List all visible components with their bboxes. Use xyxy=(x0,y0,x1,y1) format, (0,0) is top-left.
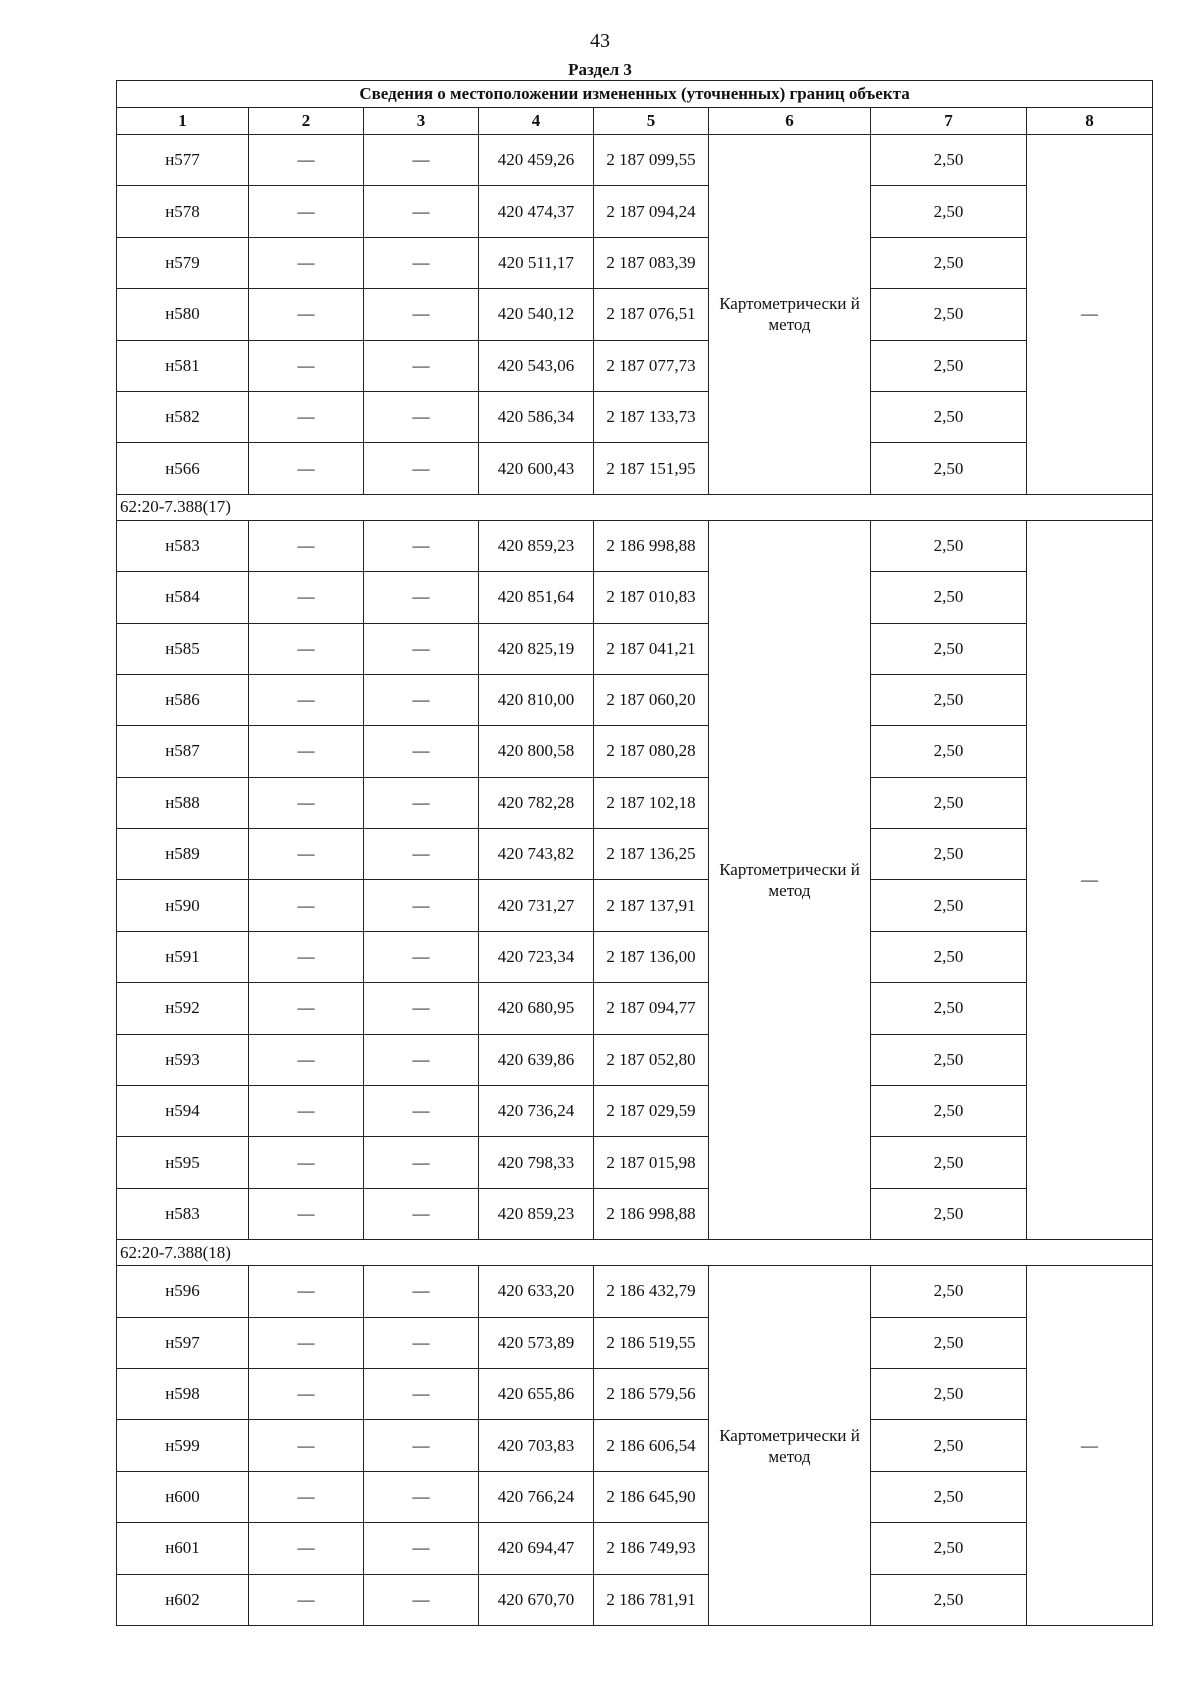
column-3-cell: — xyxy=(364,931,479,982)
point-id-cell: н581 xyxy=(117,340,249,391)
column-2-cell: — xyxy=(249,983,364,1034)
point-id-cell: н586 xyxy=(117,674,249,725)
column-2-cell: — xyxy=(249,1034,364,1085)
accuracy-cell: 2,50 xyxy=(871,289,1027,340)
table-row xyxy=(117,623,1153,674)
accuracy-cell: 2,50 xyxy=(871,340,1027,391)
y-coordinate-cell: 2 187 060,20 xyxy=(594,674,709,725)
y-coordinate-cell: 2 186 645,90 xyxy=(594,1471,709,1522)
accuracy-cell: 2,50 xyxy=(871,520,1027,571)
y-coordinate-cell: 2 186 998,88 xyxy=(594,520,709,571)
column-3-cell: — xyxy=(364,726,479,777)
x-coordinate-cell: 420 680,95 xyxy=(479,983,594,1034)
table-row xyxy=(117,1574,1153,1625)
column-number-header: 1 xyxy=(117,108,249,135)
accuracy-cell: 2,50 xyxy=(871,880,1027,931)
column-2-cell: — xyxy=(249,186,364,237)
x-coordinate-cell: 420 600,43 xyxy=(479,443,594,494)
x-coordinate-cell: 420 511,17 xyxy=(479,237,594,288)
column-number-header: 6 xyxy=(709,108,871,135)
table-row xyxy=(117,1188,1153,1239)
column-2-cell: — xyxy=(249,391,364,442)
point-id-cell: н577 xyxy=(117,135,249,186)
column-3-cell: — xyxy=(364,391,479,442)
accuracy-cell: 2,50 xyxy=(871,572,1027,623)
accuracy-cell: 2,50 xyxy=(871,1188,1027,1239)
column-number-header: 8 xyxy=(1027,108,1153,135)
x-coordinate-cell: 420 694,47 xyxy=(479,1523,594,1574)
column-2-cell: — xyxy=(249,135,364,186)
x-coordinate-cell: 420 573,89 xyxy=(479,1317,594,1368)
y-coordinate-cell: 2 186 579,56 xyxy=(594,1368,709,1419)
table-row xyxy=(117,674,1153,725)
column-2-cell: — xyxy=(249,674,364,725)
accuracy-cell: 2,50 xyxy=(871,135,1027,186)
table-row xyxy=(117,1420,1153,1471)
table-row xyxy=(117,1317,1153,1368)
y-coordinate-cell: 2 187 010,83 xyxy=(594,572,709,623)
parcel-label: 62:20-7.388(17) xyxy=(117,494,1153,520)
column-number-header: 2 xyxy=(249,108,364,135)
y-coordinate-cell: 2 186 606,54 xyxy=(594,1420,709,1471)
x-coordinate-cell: 420 586,34 xyxy=(479,391,594,442)
column-3-cell: — xyxy=(364,1420,479,1471)
column-3-cell: — xyxy=(364,1471,479,1522)
column-3-cell: — xyxy=(364,983,479,1034)
x-coordinate-cell: 420 766,24 xyxy=(479,1471,594,1522)
table-row xyxy=(117,931,1153,982)
table-row xyxy=(117,1137,1153,1188)
y-coordinate-cell: 2 187 136,00 xyxy=(594,931,709,982)
y-coordinate-cell: 2 187 083,39 xyxy=(594,237,709,288)
accuracy-cell: 2,50 xyxy=(871,186,1027,237)
y-coordinate-cell: 2 187 041,21 xyxy=(594,623,709,674)
column-number-header: 7 xyxy=(871,108,1027,135)
accuracy-cell: 2,50 xyxy=(871,1137,1027,1188)
point-id-cell: н589 xyxy=(117,829,249,880)
table-row xyxy=(117,237,1153,288)
accuracy-cell: 2,50 xyxy=(871,1086,1027,1137)
table-row xyxy=(117,520,1153,571)
x-coordinate-cell: 420 798,33 xyxy=(479,1137,594,1188)
column-3-cell: — xyxy=(364,289,479,340)
table-row xyxy=(117,777,1153,828)
table-row xyxy=(117,186,1153,237)
method-cell: Картометрически й метод xyxy=(709,1266,871,1626)
page-number: 43 xyxy=(590,30,610,52)
y-coordinate-cell: 2 186 749,93 xyxy=(594,1523,709,1574)
x-coordinate-cell: 420 723,34 xyxy=(479,931,594,982)
column-2-cell: — xyxy=(249,880,364,931)
column-3-cell: — xyxy=(364,237,479,288)
accuracy-cell: 2,50 xyxy=(871,931,1027,982)
column-2-cell: — xyxy=(249,931,364,982)
point-id-cell: н588 xyxy=(117,777,249,828)
column-2-cell: — xyxy=(249,1266,364,1317)
y-coordinate-cell: 2 187 137,91 xyxy=(594,880,709,931)
column-3-cell: — xyxy=(364,1523,479,1574)
y-coordinate-cell: 2 187 099,55 xyxy=(594,135,709,186)
table-row xyxy=(117,726,1153,777)
table-row xyxy=(117,983,1153,1034)
y-coordinate-cell: 2 186 432,79 xyxy=(594,1266,709,1317)
point-id-cell: н579 xyxy=(117,237,249,288)
accuracy-cell: 2,50 xyxy=(871,1420,1027,1471)
y-coordinate-cell: 2 187 133,73 xyxy=(594,391,709,442)
accuracy-cell: 2,50 xyxy=(871,1368,1027,1419)
column-2-cell: — xyxy=(249,1574,364,1625)
y-coordinate-cell: 2 187 094,24 xyxy=(594,186,709,237)
column-2-cell: — xyxy=(249,1420,364,1471)
column-3-cell: — xyxy=(364,572,479,623)
y-coordinate-cell: 2 187 151,95 xyxy=(594,443,709,494)
point-id-cell: н578 xyxy=(117,186,249,237)
section-title: Раздел 3 xyxy=(568,60,632,79)
column-2-cell: — xyxy=(249,572,364,623)
y-coordinate-cell: 2 186 519,55 xyxy=(594,1317,709,1368)
x-coordinate-cell: 420 703,83 xyxy=(479,1420,594,1471)
point-id-cell: н595 xyxy=(117,1137,249,1188)
column-2-cell: — xyxy=(249,623,364,674)
column-number-row xyxy=(117,108,1153,135)
column-3-cell: — xyxy=(364,623,479,674)
x-coordinate-cell: 420 731,27 xyxy=(479,880,594,931)
table-row xyxy=(117,1086,1153,1137)
table-row xyxy=(117,1471,1153,1522)
column-2-cell: — xyxy=(249,1086,364,1137)
point-id-cell: н596 xyxy=(117,1266,249,1317)
column-number-header: 3 xyxy=(364,108,479,135)
column-2-cell: — xyxy=(249,1368,364,1419)
x-coordinate-cell: 420 859,23 xyxy=(479,1188,594,1239)
column-2-cell: — xyxy=(249,829,364,880)
point-id-cell: н587 xyxy=(117,726,249,777)
parcel-subheading-row xyxy=(117,494,1153,520)
column-3-cell: — xyxy=(364,829,479,880)
point-id-cell: н584 xyxy=(117,572,249,623)
x-coordinate-cell: 420 633,20 xyxy=(479,1266,594,1317)
column-2-cell: — xyxy=(249,520,364,571)
column-2-cell: — xyxy=(249,726,364,777)
accuracy-cell: 2,50 xyxy=(871,391,1027,442)
method-cell: Картометрически й метод xyxy=(709,520,871,1239)
column-2-cell: — xyxy=(249,1188,364,1239)
y-coordinate-cell: 2 187 136,25 xyxy=(594,829,709,880)
parcel-subheading-row xyxy=(117,1240,1153,1266)
y-coordinate-cell: 2 187 015,98 xyxy=(594,1137,709,1188)
point-id-cell: н593 xyxy=(117,1034,249,1085)
table-row xyxy=(117,289,1153,340)
column-3-cell: — xyxy=(364,1266,479,1317)
x-coordinate-cell: 420 800,58 xyxy=(479,726,594,777)
point-id-cell: н601 xyxy=(117,1523,249,1574)
point-id-cell: н599 xyxy=(117,1420,249,1471)
column-2-cell: — xyxy=(249,1523,364,1574)
accuracy-cell: 2,50 xyxy=(871,726,1027,777)
method-cell: Картометрически й метод xyxy=(709,135,871,495)
y-coordinate-cell: 2 187 077,73 xyxy=(594,340,709,391)
x-coordinate-cell: 420 782,28 xyxy=(479,777,594,828)
accuracy-cell: 2,50 xyxy=(871,237,1027,288)
column-3-cell: — xyxy=(364,777,479,828)
column-3-cell: — xyxy=(364,1137,479,1188)
column-2-cell: — xyxy=(249,1137,364,1188)
point-id-cell: н583 xyxy=(117,1188,249,1239)
column-3-cell: — xyxy=(364,1317,479,1368)
point-id-cell: н566 xyxy=(117,443,249,494)
column-3-cell: — xyxy=(364,880,479,931)
y-coordinate-cell: 2 187 052,80 xyxy=(594,1034,709,1085)
x-coordinate-cell: 420 474,37 xyxy=(479,186,594,237)
column-2-cell: — xyxy=(249,1317,364,1368)
column-2-cell: — xyxy=(249,443,364,494)
y-coordinate-cell: 2 187 029,59 xyxy=(594,1086,709,1137)
point-id-cell: н600 xyxy=(117,1471,249,1522)
column-3-cell: — xyxy=(364,520,479,571)
note-cell: — xyxy=(1027,520,1153,1239)
table-row xyxy=(117,829,1153,880)
table-row xyxy=(117,572,1153,623)
column-3-cell: — xyxy=(364,443,479,494)
column-2-cell: — xyxy=(249,777,364,828)
x-coordinate-cell: 420 459,26 xyxy=(479,135,594,186)
x-coordinate-cell: 420 639,86 xyxy=(479,1034,594,1085)
table-row xyxy=(117,135,1153,186)
y-coordinate-cell: 2 187 102,18 xyxy=(594,777,709,828)
y-coordinate-cell: 2 187 080,28 xyxy=(594,726,709,777)
accuracy-cell: 2,50 xyxy=(871,983,1027,1034)
y-coordinate-cell: 2 186 998,88 xyxy=(594,1188,709,1239)
point-id-cell: н582 xyxy=(117,391,249,442)
point-id-cell: н597 xyxy=(117,1317,249,1368)
column-3-cell: — xyxy=(364,1574,479,1625)
x-coordinate-cell: 420 543,06 xyxy=(479,340,594,391)
column-3-cell: — xyxy=(364,1034,479,1085)
column-2-cell: — xyxy=(249,289,364,340)
point-id-cell: н583 xyxy=(117,520,249,571)
accuracy-cell: 2,50 xyxy=(871,443,1027,494)
table-row xyxy=(117,391,1153,442)
x-coordinate-cell: 420 655,86 xyxy=(479,1368,594,1419)
column-3-cell: — xyxy=(364,674,479,725)
y-coordinate-cell: 2 187 094,77 xyxy=(594,983,709,1034)
x-coordinate-cell: 420 736,24 xyxy=(479,1086,594,1137)
accuracy-cell: 2,50 xyxy=(871,1266,1027,1317)
point-id-cell: н602 xyxy=(117,1574,249,1625)
column-3-cell: — xyxy=(364,340,479,391)
note-cell: — xyxy=(1027,135,1153,495)
accuracy-cell: 2,50 xyxy=(871,1574,1027,1625)
x-coordinate-cell: 420 743,82 xyxy=(479,829,594,880)
point-id-cell: н594 xyxy=(117,1086,249,1137)
y-coordinate-cell: 2 187 076,51 xyxy=(594,289,709,340)
y-coordinate-cell: 2 186 781,91 xyxy=(594,1574,709,1625)
point-id-cell: н592 xyxy=(117,983,249,1034)
column-3-cell: — xyxy=(364,1086,479,1137)
table-row xyxy=(117,1266,1153,1317)
note-cell: — xyxy=(1027,1266,1153,1626)
point-id-cell: н591 xyxy=(117,931,249,982)
x-coordinate-cell: 420 810,00 xyxy=(479,674,594,725)
accuracy-cell: 2,50 xyxy=(871,623,1027,674)
x-coordinate-cell: 420 540,12 xyxy=(479,289,594,340)
x-coordinate-cell: 420 825,19 xyxy=(479,623,594,674)
table-row xyxy=(117,340,1153,391)
column-number-header: 5 xyxy=(594,108,709,135)
table-row xyxy=(117,880,1153,931)
accuracy-cell: 2,50 xyxy=(871,777,1027,828)
table-row xyxy=(117,443,1153,494)
point-id-cell: н585 xyxy=(117,623,249,674)
accuracy-cell: 2,50 xyxy=(871,1523,1027,1574)
column-3-cell: — xyxy=(364,1368,479,1419)
column-3-cell: — xyxy=(364,186,479,237)
column-3-cell: — xyxy=(364,1188,479,1239)
accuracy-cell: 2,50 xyxy=(871,1317,1027,1368)
x-coordinate-cell: 420 670,70 xyxy=(479,1574,594,1625)
column-3-cell: — xyxy=(364,135,479,186)
table-title: Сведения о местоположении измененных (уточненных) границ объекта xyxy=(117,81,1153,108)
point-id-cell: н598 xyxy=(117,1368,249,1419)
table-row xyxy=(117,1523,1153,1574)
point-id-cell: н590 xyxy=(117,880,249,931)
column-2-cell: — xyxy=(249,340,364,391)
table-row xyxy=(117,1368,1153,1419)
point-id-cell: н580 xyxy=(117,289,249,340)
column-number-header: 4 xyxy=(479,108,594,135)
x-coordinate-cell: 420 851,64 xyxy=(479,572,594,623)
accuracy-cell: 2,50 xyxy=(871,1471,1027,1522)
column-2-cell: — xyxy=(249,237,364,288)
accuracy-cell: 2,50 xyxy=(871,1034,1027,1085)
accuracy-cell: 2,50 xyxy=(871,674,1027,725)
table-row xyxy=(117,1034,1153,1085)
column-2-cell: — xyxy=(249,1471,364,1522)
boundary-coordinates-table xyxy=(116,80,1153,1626)
parcel-label: 62:20-7.388(18) xyxy=(117,1240,1153,1266)
x-coordinate-cell: 420 859,23 xyxy=(479,520,594,571)
accuracy-cell: 2,50 xyxy=(871,829,1027,880)
